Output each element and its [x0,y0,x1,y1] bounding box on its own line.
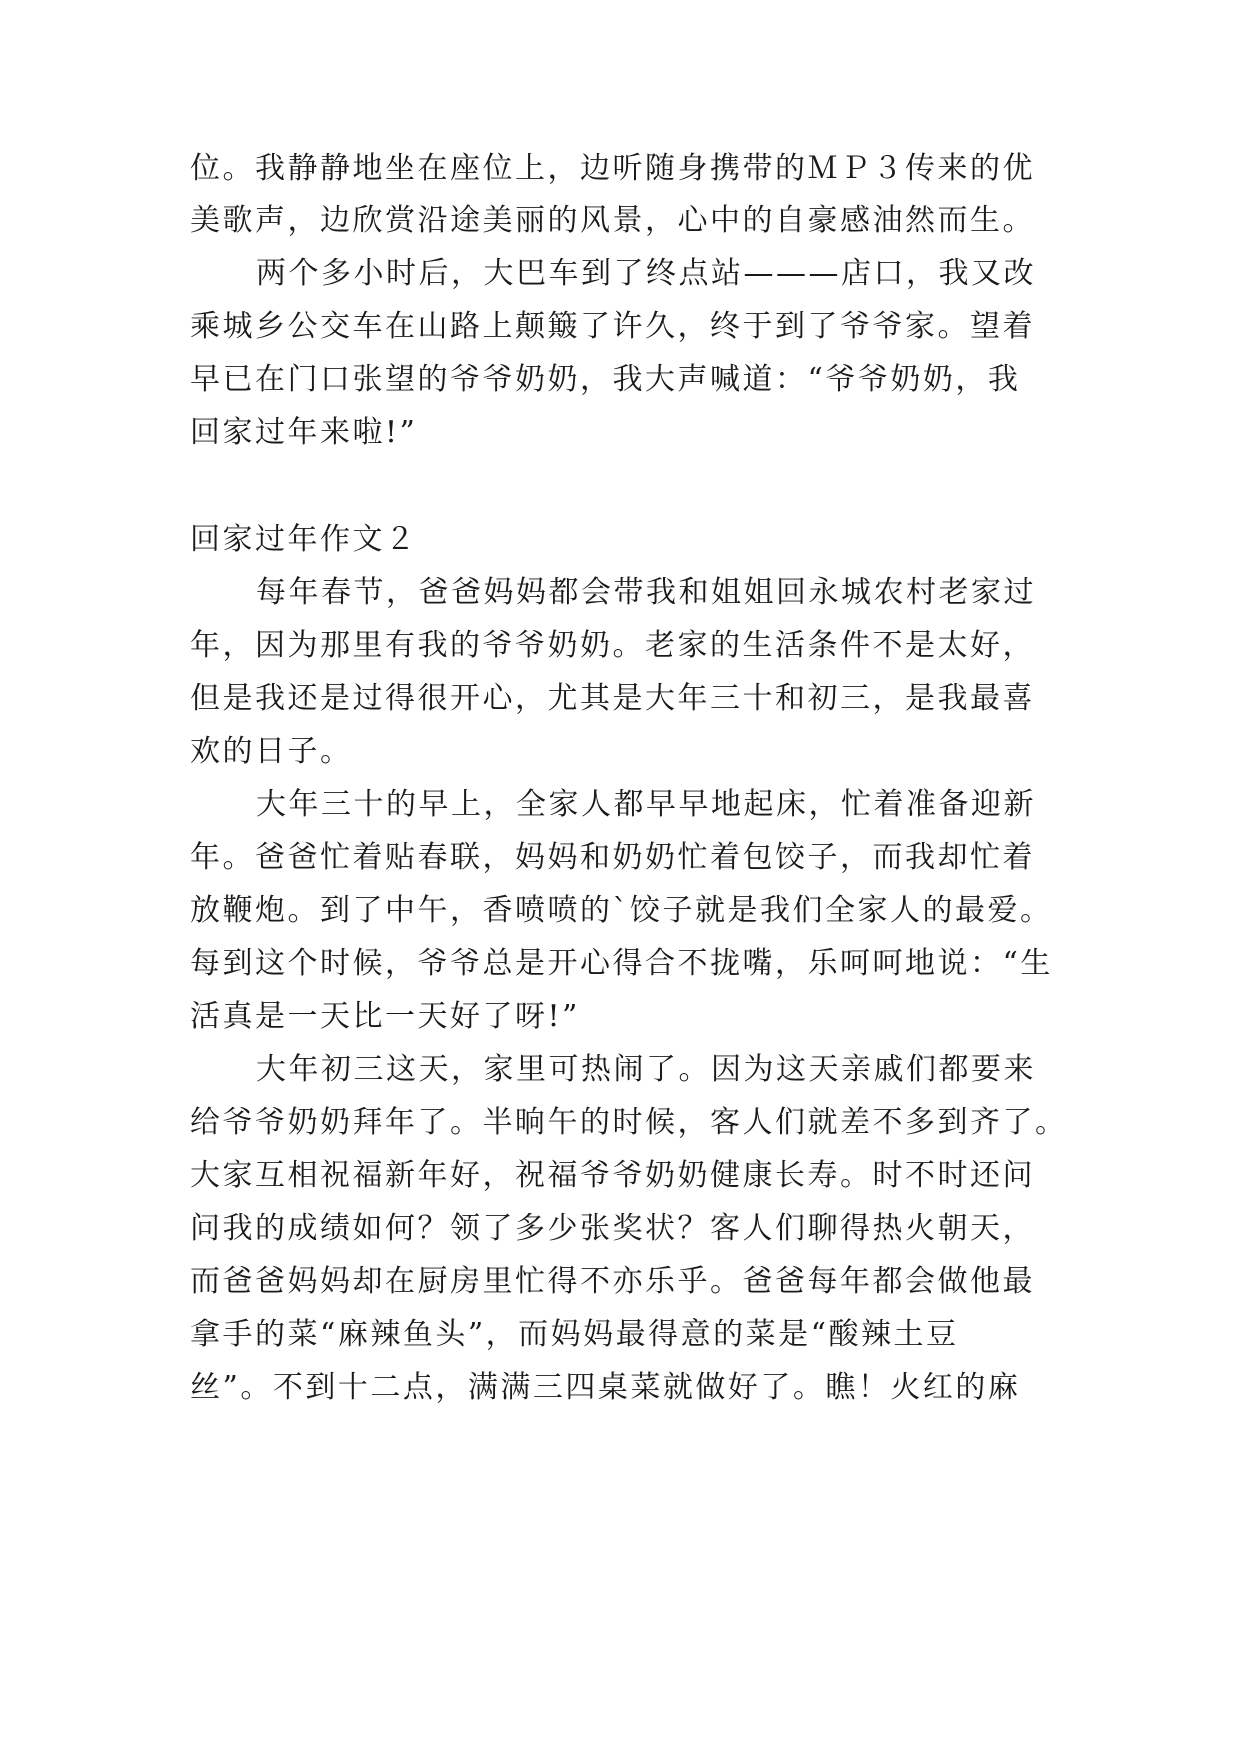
paragraph-line: 欢的日子。 [190,734,353,769]
paragraph-line: 每到这个时候，爷爷总是开心得合不拢嘴，乐呵呵地说：“生 [190,946,1053,981]
paragraph-line: 两个多小时后，大巴车到了终点站———店口，我又改 [256,256,1036,291]
paragraph-line: 大家互相祝福新年好，祝福爷爷奶奶健康长寿。时不时还问 [190,1158,1035,1193]
paragraph-line: 大年三十的早上，全家人都早早地起床，忙着准备迎新 [256,787,1036,822]
paragraph-line: 拿手的菜“麻辣鱼头”，而妈妈最得意的菜是“酸辣土豆 [190,1317,959,1352]
paragraph-line: 早已在门口张望的爷爷奶奶，我大声喊道：“爷爷奶奶，我 [190,362,1021,397]
paragraph-line: 放鞭炮。到了中午，香喷喷的`饺子就是我们全家人的最爱。 [190,893,1053,928]
paragraph-line: 丝”。不到十二点，满满三四桌菜就做好了。瞧！火红的麻 [190,1370,1021,1405]
section-heading: 回家过年作文２ [190,522,418,557]
paragraph-line: 乘城乡公交车在山路上颠簸了许久，终于到了爷爷家。望着 [190,309,1035,344]
paragraph-line: 但是我还是过得很开心，尤其是大年三十和初三，是我最喜 [190,681,1035,716]
paragraph-line: 每年春节，爸爸妈妈都会带我和姐姐回永城农村老家过 [256,575,1036,610]
paragraph-line: 活真是一天比一天好了呀!” [190,999,580,1034]
paragraph-line: 问我的成绩如何？领了多少张奖状？客人们聊得热火朝天， [190,1211,1035,1246]
paragraph-line: 给爷爷奶奶拜年了。半晌午的时候，客人们就差不多到齐了。 [190,1105,1068,1140]
paragraph-line: 回家过年来啦!” [190,415,418,450]
paragraph-line: 美歌声，边欣赏沿途美丽的风景，心中的自豪感油然而生。 [190,203,1035,238]
paragraph-line: 大年初三这天，家里可热闹了。因为这天亲戚们都要来 [256,1052,1036,1087]
paragraph-line: 年，因为那里有我的爷爷奶奶。老家的生活条件不是太好， [190,628,1035,663]
paragraph-line: 位。我静静地坐在座位上，边听随身携带的ＭＰ３传来的优 [190,151,1035,186]
paragraph-line: 而爸爸妈妈却在厨房里忙得不亦乐乎。爸爸每年都会做他最 [190,1264,1035,1299]
paragraph-line: 年。爸爸忙着贴春联，妈妈和奶奶忙着包饺子，而我却忙着 [190,840,1035,875]
